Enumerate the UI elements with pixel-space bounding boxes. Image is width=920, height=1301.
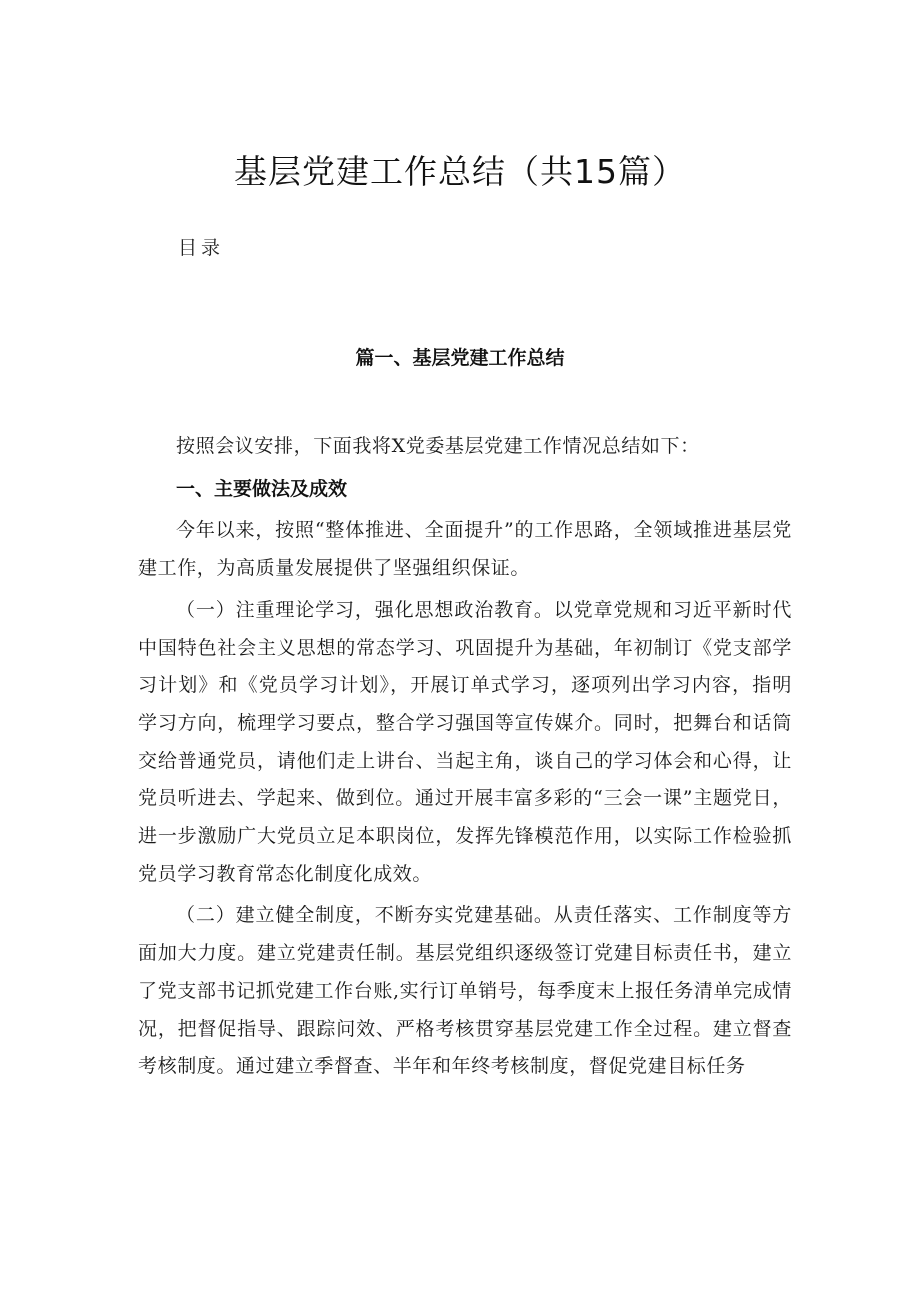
toc-label: 目录 (178, 237, 225, 259)
section-title: 篇一、基层党建工作总结 (355, 347, 565, 369)
intro-paragraph: 按照会议安排，下面我将X党委基层党建工作情况总结如下： (176, 435, 700, 457)
paragraph-overview: 今年以来，按照“整体推进、全面提升”的工作思路，全领域推进基层党建工作，为高质量发展提供了坚强组织保证。 (138, 519, 792, 580)
heading-main-practices: 一、主要做法及成效 (176, 477, 348, 500)
paragraph-theory-study: （一）注重理论学习，强化思想政治教育。以党章党规和习近平新时代中国特色社会主义思想的常态学习、巩固提升为基础，年初制订《党支部学习计划》和《党员学习计划》，开展订单式学习，逐项列出学习内容，指明学习方向，梳理学习要点，整合学习强国等宣传媒介。同时，把舞台和话筒交给普通党员，请他们走上讲台、当起主角，谈自己的学习体会和心得，让党员听进去、学起来、做到位。通过开展丰富多彩的“三会一课”主题党日，进一步激励广大党员立足本职岗位，发挥先锋模范作用，以实际工作检验抓党员学习教育常态化制度化成效。 (138, 598, 792, 885)
paragraph-system-building: （二）建立健全制度，不断夯实党建基础。从责任落实、工作制度等方面加大力度。建立党建责任制。基层党组织逐级签订党建目标责任书，建立了党支部书记抓党建工作台账,实行订单销号，每季度末上报任务清单完成情况，把督促指导、跟踪问效、严格考核贯穿基层党建工作全过程。建立督查考核制度。通过建立季督查、半年和年终考核制度，督促党建目标任务 (138, 904, 792, 1078)
document-title: 基层党建工作总结（共15篇） (234, 152, 686, 191)
document-body (138, 428, 792, 1090)
